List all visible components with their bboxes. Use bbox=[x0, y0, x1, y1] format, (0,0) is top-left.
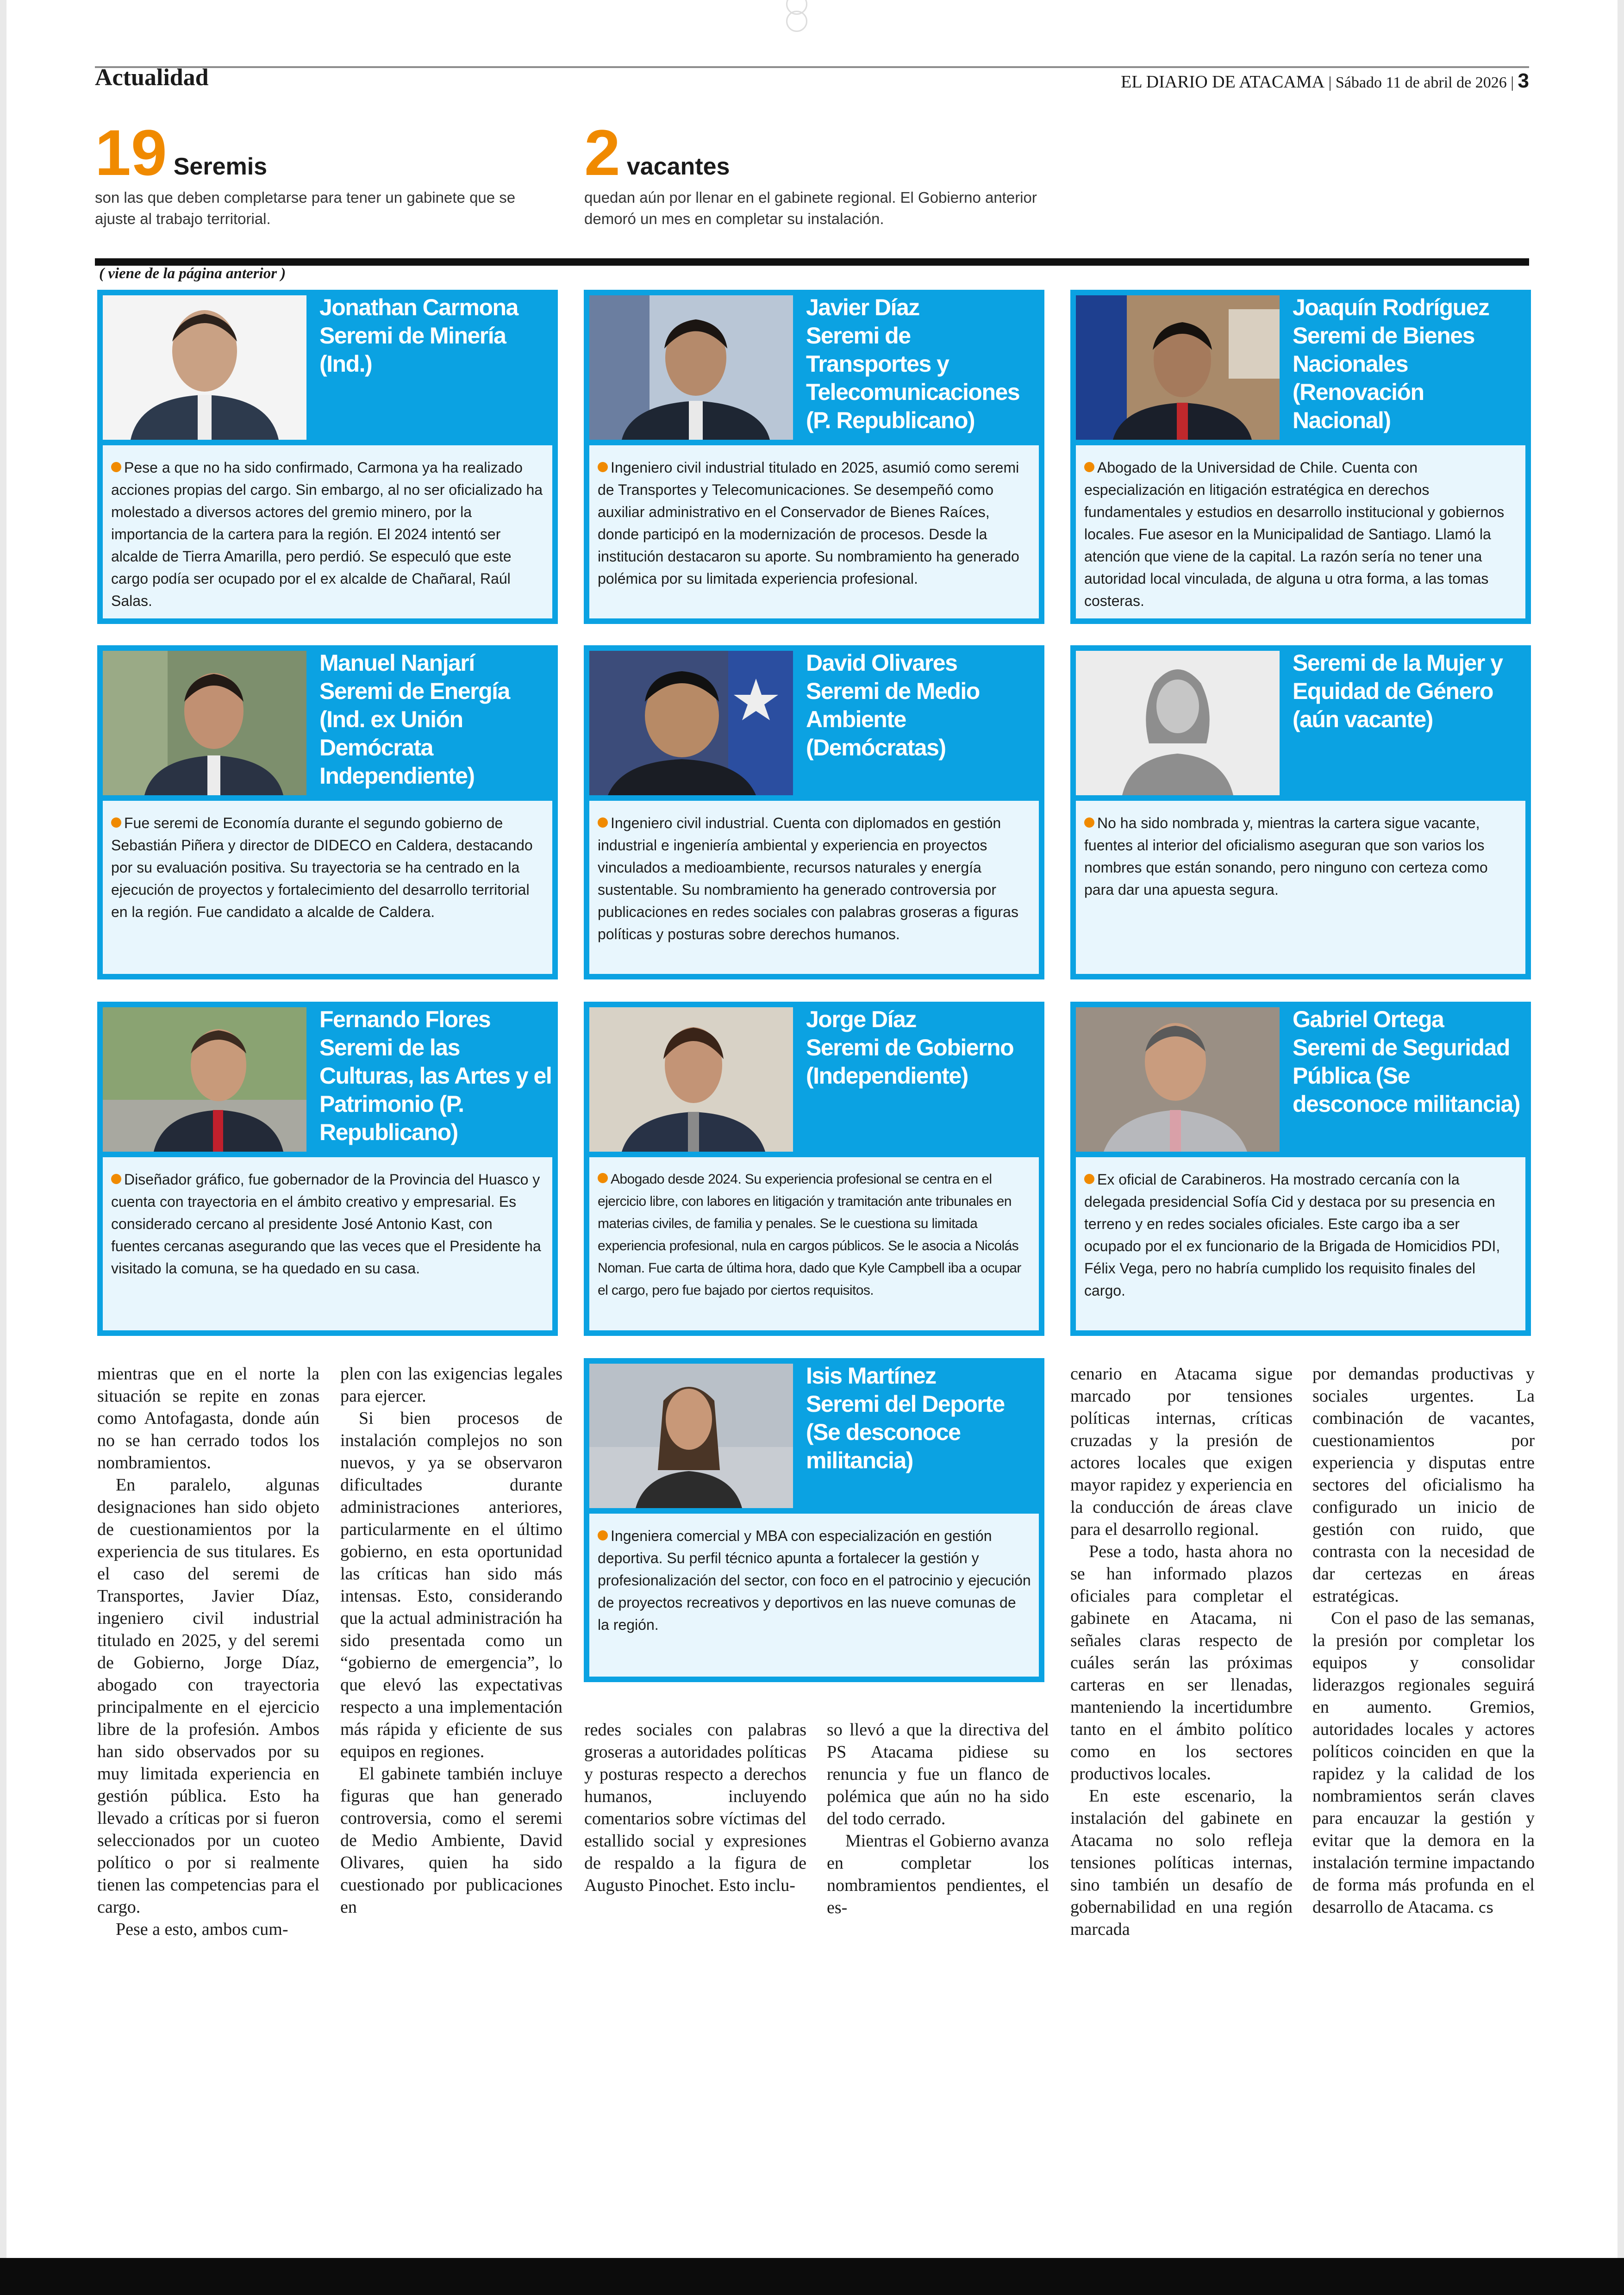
portrait-photo-icon bbox=[103, 295, 306, 440]
orange-dot-icon bbox=[1084, 817, 1094, 828]
portrait-photo-icon bbox=[103, 651, 306, 795]
portrait-photo-icon bbox=[1076, 295, 1280, 440]
stat-label: vacantes bbox=[626, 153, 730, 180]
orange-dot-icon bbox=[598, 462, 608, 472]
card-title bbox=[1293, 649, 1525, 734]
card-body bbox=[589, 445, 1039, 618]
card-text: Pese a que no ha sido confirmado, Carmona ya ha realizado acciones propias del cargo. Sin embargo, al no ser oficializado ha molestado a diversos actores del gremio minero, por la importancia de la cartera para la región. El 2024 intentó ser alcalde de Tierra Amarilla, pero perdió. Se especuló que este cargo podía ser ocupado por el ex alcalde de Chañaral, Raúl Salas. bbox=[111, 459, 543, 609]
article-paragraph bbox=[1312, 1607, 1535, 1920]
article-column-5 bbox=[1070, 1363, 1293, 1940]
article-paragraph: so llevó a que la directiva del PS Atacama pidiese su renuncia y fue un flanco de polémica que aún no ha sido del todo cerrado. bbox=[827, 1720, 1049, 1828]
portrait-photo-icon bbox=[103, 1007, 306, 1152]
card-title bbox=[319, 293, 552, 378]
card-role: Seremi de Bienes Nacionales (Renovación Nacional) bbox=[1293, 323, 1474, 433]
dot-icon[interactable] bbox=[786, 11, 807, 32]
article-paragraph: Mientras el Gobierno avanza en completar los nombramientos pendientes, el es- bbox=[827, 1831, 1049, 1917]
profile-card bbox=[584, 645, 1044, 979]
section-label: Actualidad bbox=[95, 64, 209, 91]
orange-dot-icon bbox=[111, 817, 121, 828]
viewer-bottom-bar bbox=[0, 2258, 1624, 2295]
card-role: Seremi de Gobierno (Independiente) bbox=[806, 1035, 1014, 1089]
stat-label: Seremis bbox=[173, 153, 268, 180]
card-role: Seremi de Transportes y Telecomunicaciones (P. Republicano) bbox=[806, 323, 1020, 433]
orange-dot-icon bbox=[1084, 1174, 1094, 1184]
masthead: EL DIARIO DE ATACAMA | Sábado 11 de abril de 2026 | 3 bbox=[1121, 69, 1529, 92]
profile-card bbox=[584, 1358, 1044, 1682]
left-page-edge bbox=[0, 0, 6, 2258]
card-name: Gabriel Ortega bbox=[1293, 1006, 1444, 1032]
card-body bbox=[1076, 1157, 1525, 1330]
card-role: Seremi de Minería (Ind.) bbox=[319, 323, 506, 377]
profile-card bbox=[97, 645, 558, 979]
card-text: Fue seremi de Economía durante el segundo gobierno de Sebastián Piñera y director de DIDECO en Caldera, destacando por su evaluación positiva. Su trayectoria se ha centrado en la ejecución de proyectos y fortalecimiento del desarrollo territorial en la región. Fue candidato a alcalde de Caldera. bbox=[111, 815, 533, 920]
profile-card bbox=[584, 1002, 1044, 1336]
article-paragraph: por demandas productivas y sociales urgentes. La combinación de vacantes, cuestionamientos por experiencia y disputas entre sectores del oficialismo ha configurado un inicio de gestión con ruido, que contrasta con la necesidad de dar certezas en áreas estratégicas. bbox=[1312, 1364, 1535, 1606]
card-name: Jorge Díaz bbox=[806, 1006, 916, 1032]
article-paragraph: Pese a esto, ambos cum- bbox=[116, 1920, 288, 1939]
profile-card bbox=[97, 1002, 558, 1336]
card-title bbox=[1293, 293, 1525, 435]
card-role: Seremi de las Culturas, las Artes y el Patrimonio (P. Republicano) bbox=[319, 1035, 552, 1145]
card-body bbox=[589, 1514, 1039, 1677]
card-name: Jonathan Carmona bbox=[319, 294, 518, 320]
card-title bbox=[806, 1362, 1039, 1475]
page-number: 3 bbox=[1518, 69, 1529, 92]
masthead-paper: EL DIARIO DE ATACAMA bbox=[1121, 72, 1325, 92]
card-role: Seremi de Energía (Ind. ex Unión Demócrata Independiente) bbox=[319, 678, 510, 789]
portrait-photo-icon bbox=[589, 1007, 793, 1152]
card-name: Fernando Flores bbox=[319, 1006, 491, 1032]
end-mark-icon: cs bbox=[1478, 1900, 1493, 1916]
stat-description: son las que deben completarse para tener un gabinete que se ajuste al trabajo territorial. bbox=[95, 189, 516, 227]
card-title bbox=[806, 649, 1039, 762]
card-name: David Olivares bbox=[806, 650, 957, 676]
stat-number: 2 bbox=[584, 116, 620, 189]
article-paragraph: Si bien procesos de instalación complejos no son nuevos, y ya se observaron dificultades durante administraciones anteriores, particularmente en el último gobierno, en esta oportunidad las críticas han sido más intensas. Esto, considerando que la actual administración ha sido presentada como un “gobierno de emergencia”, lo que elevó las expectativas respecto a una implementación más rápida y eficiente de sus equipos en regiones. bbox=[340, 1409, 562, 1761]
card-text: Ex oficial de Carabineros. Ha mostrado cercanía con la delegada presidencial Sofía Cid y destaca por su presencia en terreno y en redes sociales oficiales. Este cargo iba a ser ocupado por el ex funcionario de la Brigada de Homicidios PDI, Félix Vega, pero no habría cumplido los requisito finales del cargo. bbox=[1084, 1171, 1500, 1299]
section-divider bbox=[95, 258, 1529, 266]
portrait-photo-icon bbox=[589, 295, 793, 440]
card-name: Isis Martínez bbox=[806, 1363, 936, 1389]
article-column-3 bbox=[584, 1719, 806, 1896]
profile-card bbox=[1070, 290, 1531, 624]
portrait-photo-icon bbox=[589, 1364, 793, 1508]
portrait-photo-icon bbox=[1076, 1007, 1280, 1152]
card-title bbox=[319, 1005, 552, 1147]
card-body bbox=[589, 801, 1039, 974]
stat-block-seremis bbox=[95, 116, 558, 230]
right-page-edge bbox=[1618, 0, 1624, 2258]
orange-dot-icon bbox=[1084, 462, 1094, 472]
card-body bbox=[1076, 801, 1525, 974]
card-name: Javier Díaz bbox=[806, 294, 919, 320]
card-body bbox=[589, 1157, 1039, 1330]
card-body bbox=[1076, 445, 1525, 618]
article-column-6 bbox=[1312, 1363, 1535, 1920]
article-paragraph: mientras que en el norte la situación se repite en zonas como Antofagasta, donde aún no se han cerrado todos los nombramientos. bbox=[97, 1364, 319, 1472]
profile-card bbox=[1070, 645, 1531, 979]
profile-card bbox=[584, 290, 1044, 624]
article-column-1 bbox=[97, 1363, 319, 1940]
card-text: Abogado de la Universidad de Chile. Cuenta con especialización en litigación estratégica en derechos fundamentales y estudios en desarrollo institucional y gobiernos locales. Fue asesor en la Municipalidad de Santiago. Llamó la atención que viene de la capital. La razón sería no tener una autoridad local vinculada, de alguna u otra forma, a las tomas costeras. bbox=[1084, 459, 1505, 609]
orange-dot-icon bbox=[111, 1174, 121, 1184]
article-column-4 bbox=[827, 1719, 1049, 1919]
card-text: Ingeniero civil industrial titulado en 2025, asumió como seremi de Transportes y Telecomunicaciones. Se desempeñó como auxiliar administrativo en el Conservador de Bienes Raíces, donde participó en la modernización de procesos. Desde la institución destacaron su aporte. Su nombramiento ha generado polémica por su limitada experiencia profesional. bbox=[598, 459, 1019, 587]
card-role: Seremi del Deporte (Se desconoce militancia) bbox=[806, 1391, 1005, 1473]
card-title bbox=[1293, 1005, 1525, 1118]
stat-block-vacantes bbox=[584, 116, 1047, 230]
card-text: Diseñador gráfico, fue gobernador de la Provincia del Huasco y cuenta con trayectoria en el ámbito creativo y empresarial. Es considerado cercano al presidente José Antonio Kast, con fuentes cercanas asegurando que las veces que el Presidente ha visitado la comuna, se ha quedado en su casa. bbox=[111, 1171, 541, 1277]
card-body bbox=[103, 801, 552, 974]
card-role: Seremi de Seguridad Pública (Se desconoce militancia) bbox=[1293, 1035, 1520, 1117]
portrait-photo-icon bbox=[589, 651, 793, 795]
card-text: Ingeniera comercial y MBA con especialización en gestión deportiva. Su perfil técnico apunta a fortalecer la gestión y profesionalización del sector, con foco en el patrocinio y ejecución de proyectos recreativos y deportivos en las nueve comunas de la región. bbox=[598, 1528, 1031, 1633]
orange-dot-icon bbox=[598, 1173, 608, 1183]
card-title bbox=[806, 293, 1039, 435]
profile-card bbox=[97, 290, 558, 624]
female-silhouette-icon bbox=[1076, 651, 1280, 795]
card-body bbox=[103, 445, 552, 618]
card-text: Abogado desde 2024. Su experiencia profesional se centra en el ejercicio libre, con labores en litigación y tramitación ante tribunales en materias civiles, de familia y penales. Se le cuestiona su limitada experiencia profesional, nula en cargos públicos. Se le asocia a Nicolás Noman. Fue carta de última hora, dado que Kyle Campbell iba a ocupar el cargo, pero fue bajado por ciertos requisitos. bbox=[598, 1172, 1021, 1298]
stat-number: 19 bbox=[95, 116, 167, 189]
article-paragraph: En este escenario, la instalación del gabinete en Atacama no solo refleja tensiones políticas internas, sino también un desafío de gobernabilidad en una región marcada bbox=[1070, 1786, 1293, 1939]
article-paragraph: redes sociales con palabras groseras a autoridades políticas y posturas respecto a derechos humanos, incluyendo comentarios sobre víctimas del estallido social y expresiones de respaldo a la figura de Augusto Pinochet. Esto inclu- bbox=[584, 1720, 806, 1895]
article-column-2 bbox=[340, 1363, 562, 1918]
card-text: Ingeniero civil industrial. Cuenta con diplomados en gestión industrial e ingeniería ambiental y experiencia en proyectos vinculados a medioambiente, recursos naturales y energía sustentable. Su nombramiento ha generado controversia por publicaciones en redes sociales con palabras groseras a figuras políticas y posturas sobre derechos humanos. bbox=[598, 815, 1018, 942]
stat-description: quedan aún por llenar en el gabinete regional. El Gobierno anterior demoró un mes en completar su instalación. bbox=[584, 189, 1037, 227]
card-role: Seremi de la Mujer y Equidad de Género (aún vacante) bbox=[1293, 650, 1503, 732]
viewer-page-dots[interactable] bbox=[782, 0, 838, 16]
card-role: Seremi de Medio Ambiente (Demócratas) bbox=[806, 678, 980, 761]
profile-card bbox=[1070, 1002, 1531, 1336]
card-name: Manuel Nanjarí bbox=[319, 650, 475, 676]
article-paragraph: El gabinete también incluye figuras que han generado controversia, como el seremi de Medio Ambiente, David Olivares, quien ha sido cuestionado por publicaciones en bbox=[340, 1764, 562, 1917]
article-paragraph: Pese a todo, hasta ahora no se han informado plazos oficiales para completar el gabinete en Atacama, ni señales claras respecto de cuáles serán las próximas carteras en ser llenadas, manteniendo la incertidumbre tanto en el ámbito político como en los sectores productivos locales. bbox=[1070, 1542, 1293, 1784]
card-title bbox=[319, 649, 552, 790]
article-paragraph: plen con las exigencias legales para ejercer. bbox=[340, 1364, 562, 1406]
card-title bbox=[806, 1005, 1039, 1090]
card-name: Joaquín Rodríguez bbox=[1293, 294, 1489, 320]
continued-note: ( viene de la página anterior ) bbox=[99, 265, 286, 282]
masthead-date: Sábado 11 de abril de 2026 bbox=[1335, 74, 1507, 91]
orange-dot-icon bbox=[111, 462, 121, 472]
header-rule bbox=[95, 66, 1529, 68]
article-paragraph-text: Con el paso de las semanas, la presión por completar los equipos y consolidar liderazgos regionales seguirá en aumento. Gremios, autoridades locales y actores políticos coinciden en que la rapidez y la calidad de los nombramientos serán claves para encauzar la gestión y evitar que la demora en la instalación termine impactando de forma más profunda en el desarrollo de Atacama. bbox=[1312, 1609, 1535, 1917]
article-paragraph: cenario en Atacama sigue marcado por tensiones políticas internas, críticas cruzadas y la presión de actores locales que exigen mayor rapidez y experiencia en la conducción de áreas clave para el desarrollo regional. bbox=[1070, 1364, 1293, 1539]
orange-dot-icon bbox=[598, 1530, 608, 1540]
card-body bbox=[103, 1157, 552, 1330]
article-paragraph: En paralelo, algunas designaciones han sido objeto de cuestionamientos por la experiencia de sus titulares. Es el caso del seremi de Transportes, Javier Díaz, ingeniero civil industrial titulado en 2025, y del seremi de Gobierno, Jorge Díaz, abogado con trayectoria principalmente en el ejercicio libre de la profesión. Ambos han sido observados por su muy limitada experiencia en gestión pública. Esto ha llevado a críticas por si fueron seleccionados por un cuoteo político o por si realmente tienen las competencias para el cargo. bbox=[97, 1475, 319, 1917]
orange-dot-icon bbox=[598, 817, 608, 828]
card-text: No ha sido nombrada y, mientras la cartera sigue vacante, fuentes al interior del oficialismo aseguran que son varios los nombres que están sonando, pero ninguno con certeza como para dar una apuesta segura. bbox=[1084, 815, 1488, 898]
